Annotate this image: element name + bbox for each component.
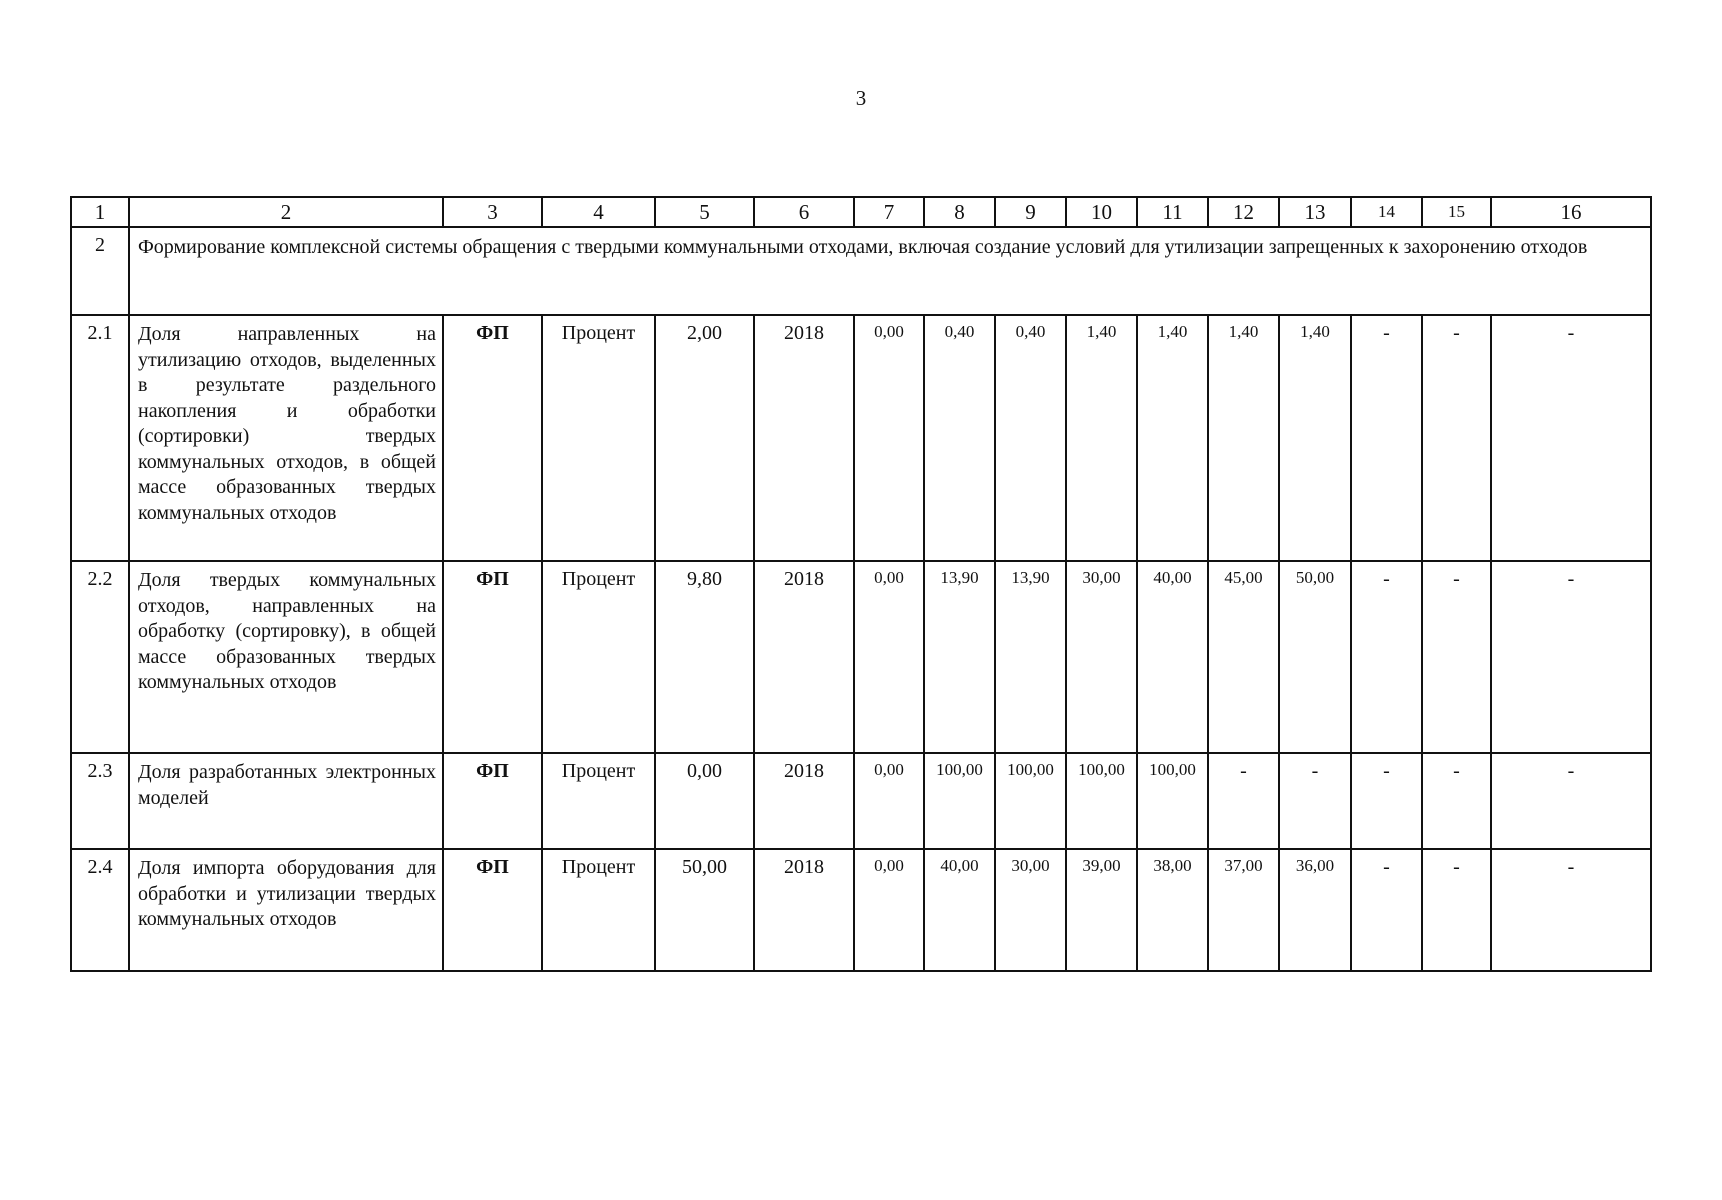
base-value: 50,00 (655, 849, 754, 971)
year-value: 0,00 (854, 753, 924, 849)
year-value: 1,40 (1279, 315, 1351, 561)
year-value: 100,00 (1137, 753, 1208, 849)
row-number: 2.4 (71, 849, 129, 971)
indicator-type: ФП (443, 753, 542, 849)
column-number: 7 (854, 197, 924, 227)
year-value: - (1491, 849, 1651, 971)
year-value: 0,40 (924, 315, 995, 561)
indicator-type: ФП (443, 315, 542, 561)
year-value: 100,00 (1066, 753, 1137, 849)
year-value: - (1491, 561, 1651, 753)
base-value: 9,80 (655, 561, 754, 753)
year-value: 100,00 (995, 753, 1066, 849)
row-number: 2.3 (71, 753, 129, 849)
year-value: 100,00 (924, 753, 995, 849)
year-value: 40,00 (1137, 561, 1208, 753)
column-number: 5 (655, 197, 754, 227)
indicator-description: Доля разработанных электронных моделей (129, 753, 443, 849)
column-number: 11 (1137, 197, 1208, 227)
year-value: 0,00 (854, 315, 924, 561)
column-number: 10 (1066, 197, 1137, 227)
year-value: 36,00 (1279, 849, 1351, 971)
indicator-description: Доля направленных на утилизацию отходов, выделенных в результате раздельного накопления и обработки (сортировки) твердых коммунальных отходов, в общей массе образованных твердых коммунальных отходов (129, 315, 443, 561)
year-value: 0,00 (854, 849, 924, 971)
year-value: - (1351, 849, 1422, 971)
section-number: 2 (71, 227, 129, 315)
year-value: - (1422, 849, 1491, 971)
table-row (71, 753, 1651, 849)
base-year: 2018 (754, 561, 854, 753)
column-number: 15 (1422, 197, 1491, 227)
column-number: 2 (129, 197, 443, 227)
year-value: - (1351, 753, 1422, 849)
column-number: 8 (924, 197, 995, 227)
base-value: 2,00 (655, 315, 754, 561)
column-number: 13 (1279, 197, 1351, 227)
year-value: 30,00 (1066, 561, 1137, 753)
year-value: - (1279, 753, 1351, 849)
column-number: 16 (1491, 197, 1651, 227)
row-number: 2.2 (71, 561, 129, 753)
indicators-table (70, 196, 1652, 972)
row-number: 2.1 (71, 315, 129, 561)
year-value: - (1208, 753, 1279, 849)
year-value: - (1351, 315, 1422, 561)
base-year: 2018 (754, 753, 854, 849)
year-value: 0,00 (854, 561, 924, 753)
indicator-type: ФП (443, 849, 542, 971)
year-value: 40,00 (924, 849, 995, 971)
indicator-description: Доля твердых коммунальных отходов, направленных на обработку (сортировку), в общей массе образованных твердых коммунальных отходов (129, 561, 443, 753)
unit: Процент (542, 849, 655, 971)
unit: Процент (542, 315, 655, 561)
year-value: - (1422, 753, 1491, 849)
year-value: 1,40 (1066, 315, 1137, 561)
base-value: 0,00 (655, 753, 754, 849)
unit: Процент (542, 561, 655, 753)
column-number: 9 (995, 197, 1066, 227)
year-value: 1,40 (1137, 315, 1208, 561)
column-number: 6 (754, 197, 854, 227)
year-value: 13,90 (995, 561, 1066, 753)
column-number: 12 (1208, 197, 1279, 227)
table-row (71, 849, 1651, 971)
year-value: 37,00 (1208, 849, 1279, 971)
year-value: 1,40 (1208, 315, 1279, 561)
year-value: 30,00 (995, 849, 1066, 971)
year-value: - (1422, 561, 1491, 753)
year-value: 38,00 (1137, 849, 1208, 971)
indicator-type: ФП (443, 561, 542, 753)
year-value: 50,00 (1279, 561, 1351, 753)
base-year: 2018 (754, 849, 854, 971)
year-value: - (1351, 561, 1422, 753)
year-value: 13,90 (924, 561, 995, 753)
year-value: 45,00 (1208, 561, 1279, 753)
column-number-row (71, 197, 1651, 227)
column-number: 4 (542, 197, 655, 227)
base-year: 2018 (754, 315, 854, 561)
column-number: 3 (443, 197, 542, 227)
year-value: 0,40 (995, 315, 1066, 561)
year-value: - (1491, 753, 1651, 849)
section-title: Формирование комплексной системы обращения с твердыми коммунальными отходами, включая создание условий для утилизации запрещенных к захоронению отходов (129, 227, 1651, 315)
section-row (71, 227, 1651, 315)
year-value: 39,00 (1066, 849, 1137, 971)
column-number: 1 (71, 197, 129, 227)
table-row (71, 561, 1651, 753)
unit: Процент (542, 753, 655, 849)
table-row (71, 315, 1651, 561)
indicator-description: Доля импорта оборудования для обработки и утилизации твердых коммунальных отходов (129, 849, 443, 971)
year-value: - (1422, 315, 1491, 561)
column-number: 14 (1351, 197, 1422, 227)
page-number: 3 (855, 86, 867, 110)
year-value: - (1491, 315, 1651, 561)
